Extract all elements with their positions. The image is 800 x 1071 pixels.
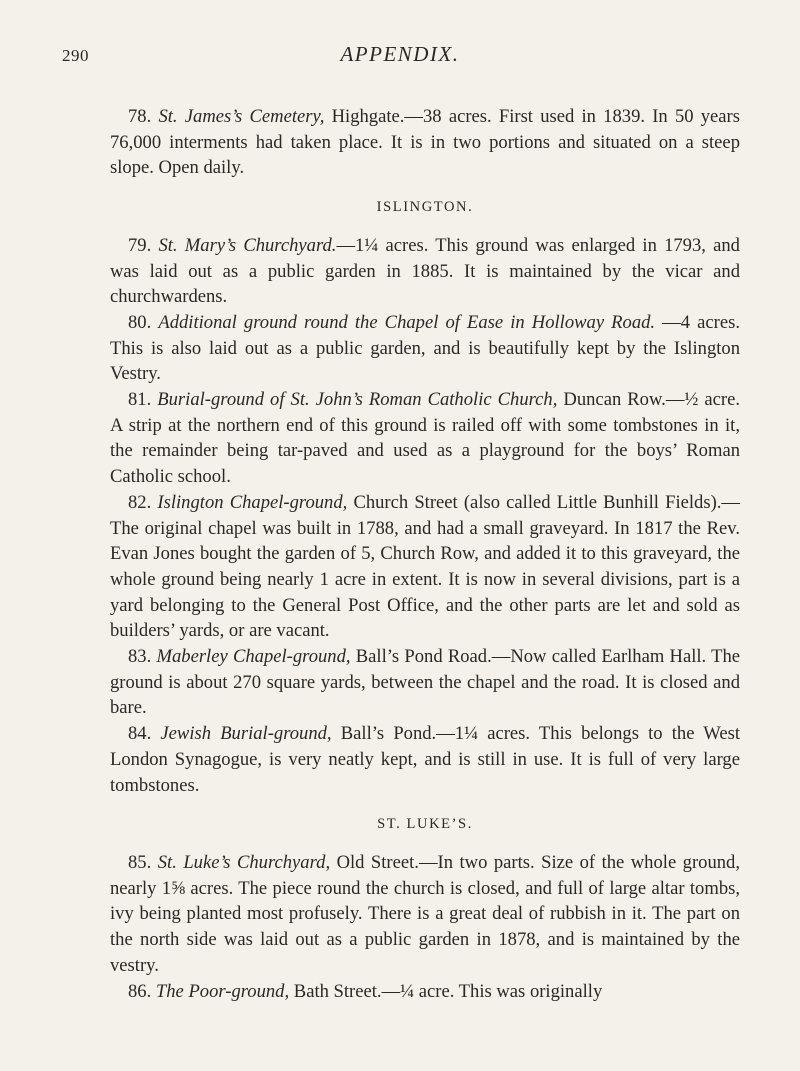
entry-text: —1¼ acres. This ground was enlarged in 1793, and was laid out as a public garden in 1885. It is maintained by the vicar and churchwardens. — [110, 234, 740, 308]
entry-number: 85. — [128, 851, 152, 873]
entry-number: 86. — [128, 980, 152, 1002]
entry-text: Highgate.—38 acres. First used in 1839. In 50 years 76,000 interments had taken place. It is in two portions and situated on a steep slope. Open daily. — [110, 106, 740, 179]
entry-number: 83. — [128, 646, 152, 668]
entry-text: Ball’s Pond Road.—Now called Earlham Hall. The ground is about 270 square yards, between the chapel and the road. It is closed and bare. — [110, 646, 740, 719]
entry-title: Additional ground round the Chapel of Ease in Holloway Road. — [158, 311, 656, 333]
entry-text: Duncan Row.—½ acre. A strip at the northern end of this ground is railed off with some tombstones in it, the remainder being tar-paved and used as a playground for the boys’ Roman Catholic school. — [110, 389, 740, 488]
section-heading-islington: ISLINGTON. — [376, 199, 474, 216]
entry-title: St. Mary’s Churchyard. — [158, 234, 337, 256]
running-title: APPENDIX. — [340, 42, 460, 66]
entry-84 — [110, 721, 740, 798]
entry-81 — [110, 387, 740, 490]
entry-85 — [110, 850, 740, 979]
page-header — [0, 38, 800, 78]
section-heading-st-lukes: ST. LUKE’S. — [377, 816, 473, 833]
entry-title: Islington Chapel-ground, — [157, 491, 348, 513]
entry-79 — [110, 233, 740, 310]
entry-number: 81. — [128, 389, 152, 411]
entry-title: The Poor-ground, — [155, 980, 290, 1002]
page-body — [110, 104, 740, 1004]
entry-82 — [110, 490, 740, 644]
entry-title: Burial-ground of St. John’s Roman Catholic Church, — [157, 389, 558, 411]
entry-title: Maberley Chapel-ground, — [156, 646, 351, 668]
entry-number: 78. — [128, 106, 152, 127]
entry-title: St. Luke’s Churchyard, — [157, 851, 331, 873]
entry-text: Church Street (also called Little Bunhill Fields).—The original chapel was built in 1788, and had a small graveyard. In 1817 the Rev. Evan Jones bought the garden of 5, Church Row, and added it to this graveyard, the whole ground being nearly 1 acre in extent. It is now in several divisions, part is a yard belonging to the General Post Office, and the other parts are let and sold as builders’ yards, or are vacant. — [110, 491, 741, 642]
entry-title: St. James’s Cemetery, — [158, 106, 325, 127]
entry-80 — [110, 310, 740, 387]
entry-83 — [110, 644, 740, 721]
entry-text: Bath Street.—¼ acre. This was originally — [289, 980, 603, 1002]
entry-text: Old Street.—In two parts. Size of the whole ground, nearly 1⅝ acres. The piece round the church is closed, and full of large altar tombs, ivy being planted most profusely. There is a great deal of rubbish in it. The part on the north side was laid out as a public garden in 1878, and is maintained by the vestry. — [110, 851, 740, 976]
entry-text: —4 acres. This is also laid out as a public garden, and is beautifully kept by the Islington Vestry. — [110, 311, 740, 385]
entry-number: 82. — [128, 491, 152, 513]
entry-number: 79. — [128, 234, 152, 256]
entry-number: 80. — [128, 311, 152, 333]
page-number: 290 — [62, 46, 89, 65]
entry-text: Ball’s Pond.—1¼ acres. This belongs to the West London Synagogue, is very neatly kept, and is still in use. It is full of very large tombstones. — [110, 723, 740, 796]
entry-78 — [110, 104, 740, 181]
entry-title: Jewish Burial-ground, — [160, 723, 332, 745]
entry-number: 84. — [128, 723, 152, 745]
entry-86 — [110, 979, 740, 1005]
